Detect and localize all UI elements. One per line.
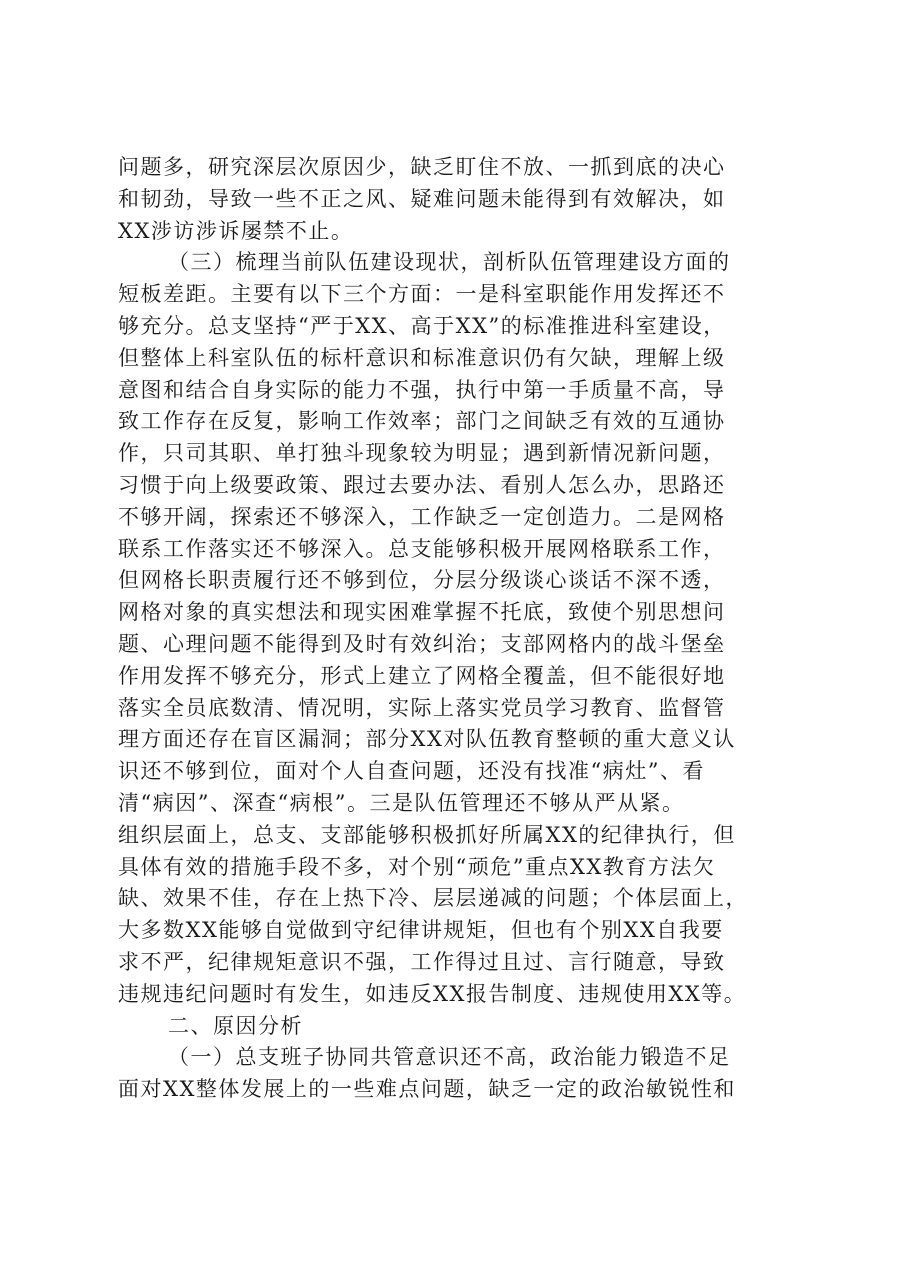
text-line: 违规违纪问题时有发生，如违反XX报告制度、违规使用XX等。 xyxy=(118,981,747,1006)
text-line: XX涉访涉诉屡禁不止。 xyxy=(118,218,354,243)
text-line: 不够开阔，探索还不够深入，工作缺乏一定创造力。二是网格 xyxy=(118,504,726,529)
text-line: 求不严，纪律规矩意识不强，工作得过且过、言行随意，导致 xyxy=(118,949,726,974)
text-line: 面对XX整体发展上的一些难点问题，缺乏一定的政治敏锐性和 xyxy=(118,1077,736,1102)
text-line: 大多数XX能够自觉做到守纪律讲规矩，但也有个别XX自我要 xyxy=(118,918,724,943)
text-line: 致工作存在反复，影响工作效率；部门之间缺乏有效的互通协 xyxy=(118,409,726,434)
text-line: 问题多，研究深层次原因少，缺乏盯住不放、一抓到底的决心 xyxy=(118,155,726,179)
document-body-text xyxy=(118,152,808,1106)
text-line: （三）梳理当前队伍建设现状，剖析队伍管理建设方面的 xyxy=(168,250,731,275)
text-line: （一）总支班子协同共管意识还不高，政治能力锻造不足 xyxy=(168,1045,731,1070)
text-line: 但网格长职责履行还不够到位，分层分级谈心谈话不深不透， xyxy=(118,568,726,593)
text-line: 短板差距。主要有以下三个方面：一是科室职能作用发挥还不 xyxy=(118,282,726,307)
text-line: 落实全员底数清、情况明，实际上落实党员学习教育、监督管 xyxy=(118,695,726,720)
text-line: 但整体上科室队伍的标杆意识和标准意识仍有欠缺，理解上级 xyxy=(118,345,726,370)
text-line: 组织层面上，总支、支部能够积极抓好所属XX的纪律执行，但 xyxy=(118,822,736,847)
text-line: 缺、效果不佳，存在上热下冷、层层递减的问题；个体层面上， xyxy=(118,886,748,911)
text-line: 习惯于向上级要政策、跟过去要办法、看别人怎么办，思路还 xyxy=(118,472,726,497)
text-line: 和韧劲，导致一些不正之风、疑难问题未能得到有效解决，如 xyxy=(118,186,726,211)
text-line: 联系工作落实还不够深入。总支能够积极开展网格联系工作， xyxy=(118,536,726,561)
text-line: 意图和结合自身实际的能力不强，执行中第一手质量不高，导 xyxy=(118,377,726,402)
text-line: 够充分。总支坚持“严于XX、高于XX”的标准推进科室建设， xyxy=(118,313,726,338)
text-line: 理方面还存在盲区漏洞；部分XX对队伍教育整顿的重大意义认 xyxy=(118,727,736,752)
text-line: 识还不够到位，面对个人自查问题，还没有找准“病灶”、看 xyxy=(118,759,705,784)
text-line: 作，只司其职、单打独斗现象较为明显；遇到新情况新问题， xyxy=(118,441,726,466)
text-line: 具体有效的措施手段不多，对个别“顽危”重点XX教育方法欠 xyxy=(118,854,716,879)
text-line: 作用发挥不够充分，形式上建立了网格全覆盖，但不能很好地 xyxy=(118,663,726,688)
text-line: 二、原因分析 xyxy=(168,1013,303,1038)
text-line: 题、心理问题不能得到及时有效纠治；支部网格内的战斗堡垒 xyxy=(118,631,726,656)
text-line: 网格对象的真实想法和现实困难掌握不托底，致使个别思想问 xyxy=(118,600,726,625)
text-line: 清“病因”、深查“病根”。三是队伍管理还不够从严从紧。 xyxy=(118,790,685,815)
